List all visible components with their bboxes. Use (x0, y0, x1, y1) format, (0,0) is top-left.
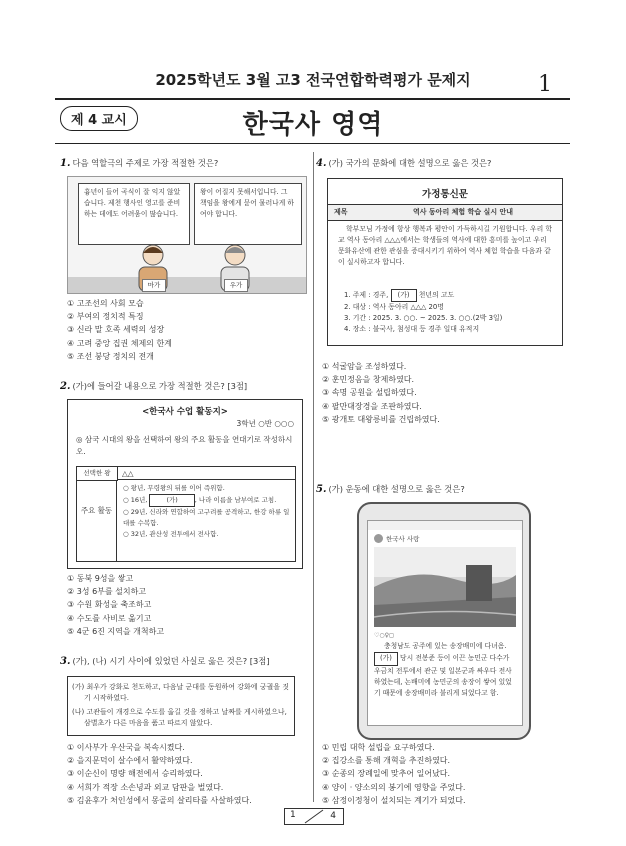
q4-item-4: 4. 장소 : 불국사, 첨성대 등 경주 일대 유적지 (344, 325, 480, 333)
q4-title (316, 157, 491, 169)
q5-option-2[interactable]: ② 집강소를 통해 개혁을 추진하였다. (322, 756, 451, 766)
q1-option-3[interactable]: ③ 신라 말 호족 세력의 성장 (67, 325, 165, 335)
q1-title (60, 157, 218, 169)
q2-act-2: ○ 16년, (가) , 나라 이름을 남부여로 고침. (123, 494, 291, 507)
q5-option-1[interactable]: ① 민립 대학 설립을 요구하였다. (322, 743, 435, 752)
q5-options (322, 741, 466, 807)
q4-subject-row (328, 204, 562, 221)
q2-worksheet (67, 399, 303, 569)
q1-stage (68, 277, 306, 293)
q2-blank-ga: (가) (149, 494, 194, 507)
q1-options (67, 297, 172, 363)
footer-page-current: 1 (290, 810, 296, 820)
q5-account-name: 한국사 사랑 (386, 535, 420, 543)
q2-sheet-class: 3학년 ○반 ○○○ (236, 419, 294, 428)
q3-passage-ga: (가) 최우가 강화로 천도하고, 다음날 군대를 동원하여 강화에 궁궐을 짓기 시작하였다. (72, 683, 290, 702)
q2-act-3: ○ 29년, 신라와 연합하여 고구려를 공격하고, 한강 하류 일대를 수복함. (123, 508, 290, 527)
q5-photo (374, 547, 516, 627)
q3-passages (67, 676, 295, 736)
q4-item-2: 2. 대상 : 역사 동아리 △△△ 20명 (344, 303, 444, 311)
q4-letter-title: 가정통신문 (422, 189, 468, 200)
q1-illustration (67, 176, 307, 294)
page-number: 1 (538, 72, 552, 97)
q1-option-5[interactable]: ⑤ 조선 붕당 정치의 전개 (67, 351, 154, 361)
q4-letter-items (344, 289, 502, 335)
q4-question: (가) 국가의 문화에 대한 설명으로 옳은 것은? (328, 158, 492, 168)
q5-option-5[interactable]: ⑤ 삼정이정청이 설치되는 계기가 되었다. (322, 795, 466, 805)
q3-options (67, 741, 252, 807)
q5-option-3[interactable]: ③ 순종의 장례일에 맞추어 일어났다. (322, 769, 451, 779)
q4-option-5[interactable]: ⑤ 광개토 대왕릉비를 건립하였다. (322, 414, 440, 424)
subject-title: 한국사 영역 (242, 110, 384, 140)
q4-letter (327, 178, 563, 346)
q5-title (316, 483, 465, 495)
q2-option-1[interactable]: ① 동북 9성을 쌓고 (67, 574, 134, 583)
q2-option-2[interactable]: ② 3성 6부를 설치하고 (67, 587, 147, 597)
q2-act-4: ○ 32년, 관산성 전투에서 전사함. (123, 530, 219, 538)
q4-number: 4. (316, 158, 327, 169)
q2-sheet-title: <한국사 수업 활동지> (142, 407, 228, 417)
q2-activities (123, 483, 291, 540)
q5-phone (357, 502, 531, 740)
q2-act-1: ○ 왕년, 무령왕의 뒤를 이어 즉위함. (123, 484, 225, 492)
q5-question: (가) 운동에 대한 설명으로 옳은 것은? (328, 484, 465, 494)
q1-option-1[interactable]: ① 고조선의 사회 모습 (67, 299, 144, 308)
q4-item-1: 1. 주제 : 경주, (가) 천년의 고도 (344, 289, 502, 302)
q3-title (60, 655, 270, 667)
q4-option-1[interactable]: ① 석굴암을 조성하였다. (322, 362, 407, 371)
q1-question: 다음 역할극의 주제로 가장 적절한 것은? (72, 158, 219, 168)
q2-row2-head: 주요 활동 (77, 481, 117, 561)
q4-subject-head: 제목 (334, 208, 348, 216)
q2-title (60, 380, 247, 392)
q3-number: 3. (60, 656, 71, 667)
q1-number: 1. (60, 158, 71, 169)
q2-row1-val: △△ (118, 467, 295, 480)
q1-bubble-left: 흉년이 들어 곡식이 잘 익지 않았습니다. 제천 행사인 영고를 준비하는 데에도 어려움이 많습니다. (78, 183, 190, 245)
q1-name-right: 우가 (224, 279, 248, 292)
q1-option-2[interactable]: ② 부여의 정치적 특징 (67, 312, 144, 322)
q2-options (67, 572, 164, 638)
q2-row1-head: 선택한 왕 (77, 467, 118, 481)
q3-option-5[interactable]: ⑤ 김윤후가 처인성에서 몽골의 살리타를 사살하였다. (67, 795, 252, 805)
avatar (374, 534, 383, 543)
q4-options (322, 360, 440, 426)
header-rule-bottom (55, 143, 570, 144)
q3-passage-na: (나) 고관들이 개경으로 수도를 옮길 것을 정하고 날짜를 게시하였으나, 삼별초가 다른 마음을 품고 따르지 않았다. (72, 708, 287, 727)
header-rule (55, 98, 570, 100)
q4-option-3[interactable]: ③ 속명 공원을 설립하였다. (322, 388, 417, 398)
session-badge: 제 4 교시 (60, 106, 138, 131)
q5-like-icons: ♡○♀◻ (374, 632, 394, 639)
q3-option-4[interactable]: ④ 서희가 적장 소손녕과 외교 담판을 벌였다. (67, 782, 224, 792)
q2-sheet-task: ◎ 삼국 시대의 왕을 선택하여 왕의 주요 활동을 연대기로 작성하시오. (76, 435, 293, 456)
q2-option-3[interactable]: ③ 수원 화성을 축조하고 (67, 600, 152, 610)
footer-page-box (284, 808, 344, 825)
q5-caption: 충청남도 공주에 있는 송장배미에 다녀옴. (가) 당시 전봉준 등이 이끈 농민군 다수가 우금치 전투에서 관군 및 일본군과 싸우다 전사하였는데, 논배미에 농민군의 송장이 쌓여 있었기 때문에 송장배미라 불리게 되었다고 함. (374, 642, 512, 698)
q5-blank-ga: (가) (374, 652, 398, 665)
q2-question: (가)에 들어갈 내용으로 가장 적절한 것은? [3점] (72, 381, 248, 391)
q2-option-5[interactable]: ⑤ 4군 6진 지역을 개척하고 (67, 626, 165, 636)
footer-page-total: 4 (330, 811, 336, 821)
exam-title: 2025학년도 3월 고3 전국연합학력평가 문제지 (155, 71, 471, 89)
q5-number: 5. (316, 484, 327, 495)
q5-phone-screen (367, 520, 523, 726)
q3-option-3[interactable]: ③ 이순신이 명량 해전에서 승리하였다. (67, 769, 203, 779)
q4-letter-body: 학부모님 가정에 항상 행복과 평안이 가득하시길 기원합니다. 우리 학교 역사 동아리 △△△에서는 학생들의 역사에 대한 흥미를 높이고 우리 문화유산에 관한 관심을 증대시키기 위하여 역사 체험 학습을 다음과 같이 실시하고자 합니다. (338, 225, 553, 266)
q1-name-left: 마가 (142, 279, 166, 292)
q3-question: (가), (나) 시기 사이에 있었던 사실로 옳은 것은? [3점] (72, 656, 270, 666)
q2-option-4[interactable]: ④ 수도를 사비로 옮기고 (67, 613, 152, 623)
q4-option-2[interactable]: ② 훈민정음을 창제하였다. (322, 375, 415, 385)
q2-number: 2. (60, 381, 71, 392)
q4-blank-ga: (가) (391, 289, 417, 302)
q3-option-2[interactable]: ② 을지문덕이 살수에서 활약하였다. (67, 756, 193, 766)
q2-table (76, 466, 296, 562)
q4-option-4[interactable]: ④ 팔만대장경을 조판하였다. (322, 401, 422, 411)
q1-option-4[interactable]: ④ 고려 중앙 집권 체제의 한계 (67, 338, 172, 348)
q1-bubble-right: 왕이 어질지 못해서입니다. 그 책임을 왕에게 묻어 물러나게 하여야 합니다. (194, 183, 302, 245)
q4-item-3: 3. 기간 : 2025. 3. ○○. ~ 2025. 3. ○○.(2박 3일) (344, 314, 503, 322)
column-divider (313, 152, 314, 802)
q5-option-4[interactable]: ④ 양이 · 양소의의 봉기에 영향을 주었다. (322, 782, 466, 792)
footer-slash (303, 809, 325, 824)
q5-status-bar (368, 521, 522, 530)
q3-option-1[interactable]: ① 이사부가 우산국을 복속시켰다. (67, 743, 185, 752)
q4-subject-val: 역사 동아리 체험 학습 실시 안내 (412, 208, 514, 216)
